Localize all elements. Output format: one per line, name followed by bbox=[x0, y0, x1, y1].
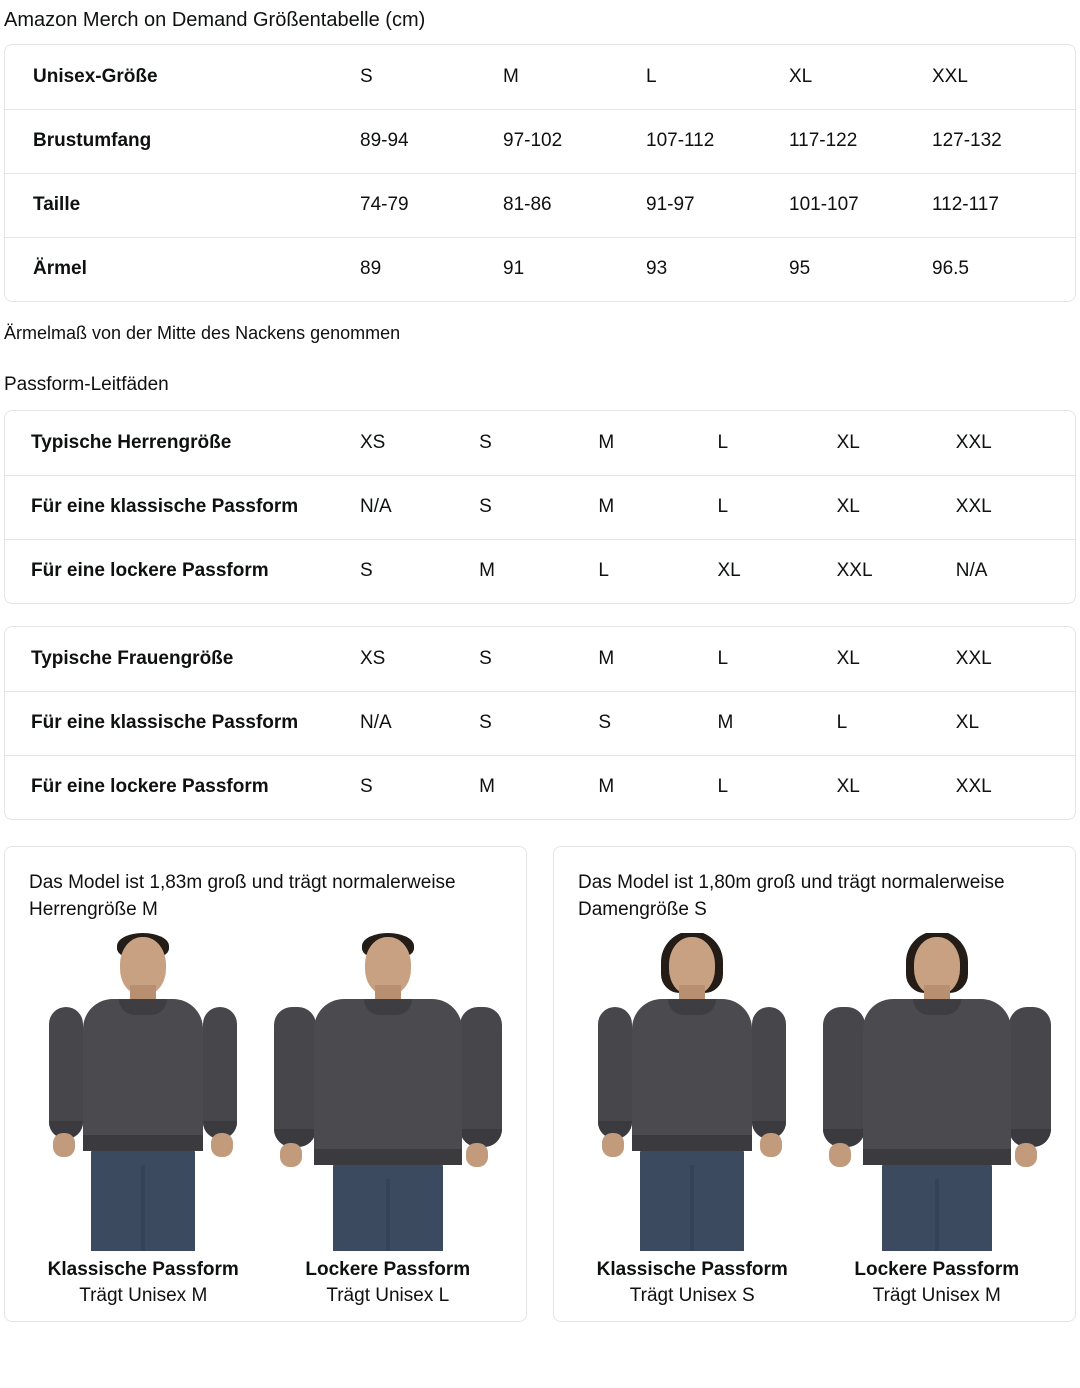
row-label: Für eine lockere Passform bbox=[5, 539, 360, 603]
cell: 101-107 bbox=[789, 173, 932, 237]
male-loose-fit-photo bbox=[274, 933, 503, 1251]
hand-left bbox=[602, 1133, 624, 1157]
cell: 97-102 bbox=[503, 109, 646, 173]
fit-guides-heading: Passform-Leitfäden bbox=[4, 374, 169, 395]
cell: S bbox=[360, 65, 373, 87]
cell: 91 bbox=[503, 237, 646, 301]
cell: XL bbox=[837, 755, 956, 819]
sleeve-left bbox=[823, 1007, 865, 1147]
table-row bbox=[5, 539, 1075, 603]
sleeve-left bbox=[49, 1007, 83, 1139]
cell: L bbox=[717, 647, 729, 669]
female-model-card bbox=[553, 846, 1076, 1322]
cell: L bbox=[598, 539, 717, 603]
table-row bbox=[5, 755, 1075, 819]
cell: S bbox=[479, 475, 598, 539]
sleeve-right bbox=[1009, 1007, 1051, 1147]
cell: S bbox=[360, 755, 479, 819]
cell: L bbox=[837, 691, 956, 755]
model-cards bbox=[4, 846, 1076, 1322]
figure-loose-fit bbox=[823, 933, 1052, 1307]
cell: M bbox=[598, 475, 717, 539]
hand-right bbox=[466, 1143, 488, 1167]
cell: XS bbox=[360, 431, 386, 453]
table-row bbox=[5, 627, 1075, 691]
cell: 74-79 bbox=[360, 173, 503, 237]
cell: N/A bbox=[956, 539, 1075, 603]
cell: L bbox=[717, 431, 729, 453]
cell: 107-112 bbox=[646, 109, 789, 173]
cell: XL bbox=[836, 431, 860, 453]
cell: XL bbox=[837, 475, 956, 539]
cell: XS bbox=[360, 647, 386, 669]
cell: XL bbox=[836, 647, 860, 669]
female-classic-fit-photo bbox=[578, 933, 807, 1251]
figure-subtitle: Trägt Unisex M bbox=[79, 1285, 208, 1306]
table-row bbox=[5, 173, 1075, 237]
cell: 81-86 bbox=[503, 173, 646, 237]
cell: S bbox=[479, 647, 492, 669]
female-loose-fit-photo bbox=[823, 933, 1052, 1251]
mens-fit-guide-card bbox=[4, 410, 1076, 604]
cell: XXL bbox=[932, 65, 968, 87]
spacer bbox=[0, 604, 1080, 626]
figure-row bbox=[29, 933, 502, 1307]
figure-title: Lockere Passform bbox=[305, 1259, 471, 1280]
model-caption: Das Model ist 1,80m groß und trägt normalerweise Damengröße S bbox=[578, 872, 1005, 920]
unisex-size-table-card bbox=[4, 44, 1076, 302]
hand-right bbox=[1015, 1143, 1037, 1167]
row-label: Unisex-Größe bbox=[33, 65, 158, 87]
cell: M bbox=[598, 431, 615, 453]
figure-title: Klassische Passform bbox=[47, 1259, 239, 1280]
sweatshirt-body bbox=[314, 999, 462, 1165]
cell: M bbox=[479, 539, 598, 603]
cell: L bbox=[646, 65, 657, 87]
table-row bbox=[5, 691, 1075, 755]
figure-subtitle: Trägt Unisex L bbox=[326, 1285, 450, 1306]
row-label: Typische Frauengröße bbox=[31, 647, 234, 669]
figure-classic-fit bbox=[29, 933, 258, 1307]
cell: M bbox=[598, 647, 615, 669]
row-label: Für eine klassische Passform bbox=[5, 475, 360, 539]
cell: N/A bbox=[360, 475, 479, 539]
row-label: Typische Herrengröße bbox=[31, 431, 232, 453]
cell: XXL bbox=[955, 647, 992, 669]
male-model-card bbox=[4, 846, 527, 1322]
cell: 112-117 bbox=[932, 173, 1075, 237]
cell: XXL bbox=[956, 475, 1075, 539]
cell: XL bbox=[717, 539, 836, 603]
womens-fit-table bbox=[5, 627, 1075, 819]
cell: 96.5 bbox=[932, 237, 1075, 301]
cell: 127-132 bbox=[932, 109, 1075, 173]
row-label: Für eine klassische Passform bbox=[5, 691, 360, 755]
cell: 89-94 bbox=[360, 109, 503, 173]
hand-left bbox=[280, 1143, 302, 1167]
table-row bbox=[5, 237, 1075, 301]
table-row bbox=[5, 109, 1075, 173]
row-label: Ärmel bbox=[5, 237, 360, 301]
jeans-shape bbox=[333, 1161, 443, 1251]
cell: 95 bbox=[789, 237, 932, 301]
sleeve-measurement-note: Ärmelmaß von der Mitte des Nackens genommen bbox=[4, 323, 401, 343]
jeans-shape bbox=[640, 1147, 744, 1251]
row-label: Taille bbox=[5, 173, 360, 237]
cell: XXL bbox=[837, 539, 956, 603]
cell: S bbox=[360, 539, 479, 603]
hand-left bbox=[53, 1133, 75, 1157]
sleeve-left bbox=[274, 1007, 316, 1147]
cell: 91-97 bbox=[646, 173, 789, 237]
cell: 93 bbox=[646, 237, 789, 301]
figure-subtitle: Trägt Unisex M bbox=[872, 1285, 1001, 1306]
cell: XXL bbox=[955, 431, 992, 453]
hand-right bbox=[211, 1133, 233, 1157]
figure-classic-fit bbox=[578, 933, 807, 1307]
figure-title: Lockere Passform bbox=[854, 1259, 1020, 1280]
cell: XL bbox=[789, 65, 813, 87]
mens-fit-table bbox=[5, 411, 1075, 603]
figure-loose-fit bbox=[274, 933, 503, 1307]
cell: M bbox=[717, 691, 836, 755]
sleeve-right bbox=[752, 1007, 786, 1139]
cell: S bbox=[598, 691, 717, 755]
row-label: Brustumfang bbox=[5, 109, 360, 173]
table-row bbox=[5, 411, 1075, 475]
hand-right bbox=[760, 1133, 782, 1157]
jeans-shape bbox=[882, 1161, 992, 1251]
cell: L bbox=[717, 475, 836, 539]
cell: S bbox=[479, 691, 598, 755]
womens-fit-guide-card bbox=[4, 626, 1076, 820]
table-row bbox=[5, 45, 1075, 109]
sweatshirt-body bbox=[83, 999, 203, 1151]
cell: 117-122 bbox=[789, 109, 932, 173]
figure-title: Klassische Passform bbox=[596, 1259, 788, 1280]
jeans-shape bbox=[91, 1147, 195, 1251]
cell: 89 bbox=[360, 237, 503, 301]
cell: S bbox=[479, 431, 492, 453]
sleeve-left bbox=[598, 1007, 632, 1139]
figure-subtitle: Trägt Unisex S bbox=[629, 1285, 755, 1306]
cell: M bbox=[598, 755, 717, 819]
hand-left bbox=[829, 1143, 851, 1167]
model-caption: Das Model ist 1,83m groß und trägt normalerweise Herrengröße M bbox=[29, 872, 456, 920]
sweatshirt-body bbox=[863, 999, 1011, 1165]
male-classic-fit-photo bbox=[29, 933, 258, 1251]
cell: XL bbox=[956, 691, 1075, 755]
table-row bbox=[5, 475, 1075, 539]
cell: N/A bbox=[360, 691, 479, 755]
cell: M bbox=[503, 65, 519, 87]
unisex-size-table bbox=[5, 45, 1075, 301]
figure-row bbox=[578, 933, 1051, 1307]
page-title: Amazon Merch on Demand Größentabelle (cm) bbox=[4, 9, 426, 31]
row-label: Für eine lockere Passform bbox=[5, 755, 360, 819]
cell: M bbox=[479, 755, 598, 819]
cell: L bbox=[717, 755, 836, 819]
cell: XXL bbox=[956, 755, 1075, 819]
sleeve-right bbox=[460, 1007, 502, 1147]
sleeve-right bbox=[203, 1007, 237, 1139]
sweatshirt-body bbox=[632, 999, 752, 1151]
